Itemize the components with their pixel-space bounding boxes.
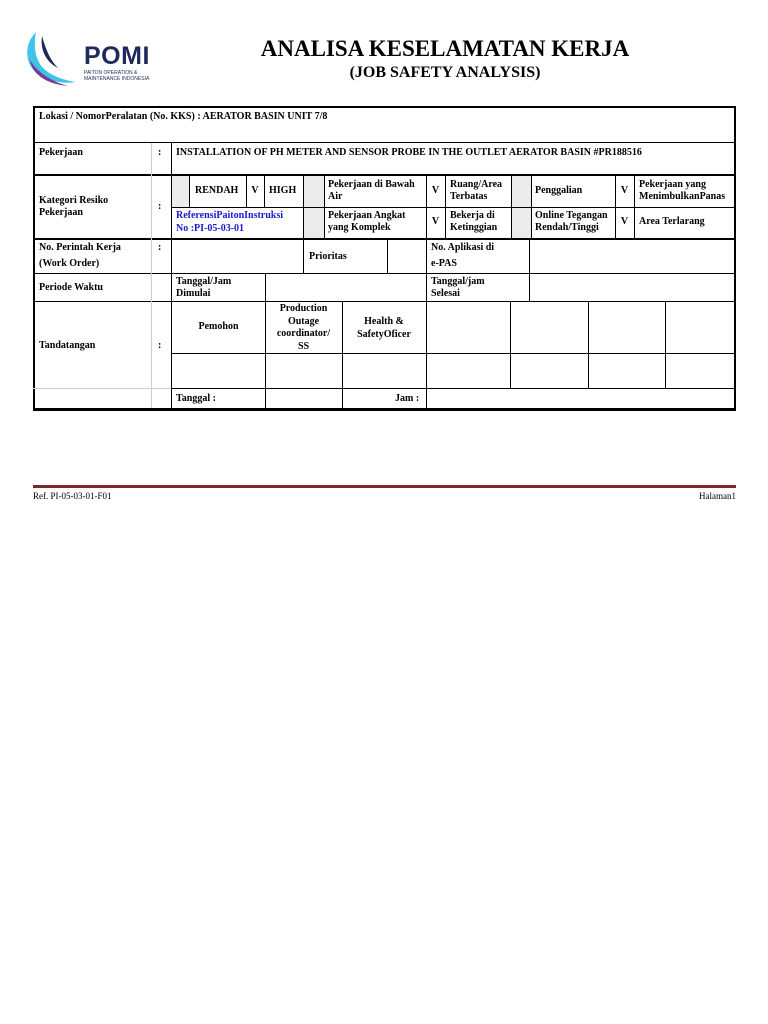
start-label-2: Dimulai (176, 288, 211, 299)
colon: : (158, 242, 162, 253)
hazard-mark: V (620, 216, 629, 227)
hazard-label: Pekerjaan Angkat yang Komplek (328, 210, 406, 233)
tanggal-label: Tanggal : (176, 393, 216, 404)
epas-label-1: No. Aplikasi di (431, 242, 495, 253)
colon: : (158, 201, 162, 212)
risk-low-label: RENDAH (195, 185, 239, 196)
jsa-form (33, 106, 736, 411)
referensi-line-2: No :PI-05-03-01 (176, 223, 245, 234)
hazard-checkbox-cell (511, 208, 531, 238)
hazard-label: Penggalian (535, 185, 583, 196)
hazard-label: Pekerjaan yang MenimbulkanPanas (639, 179, 726, 202)
hazard-mark: V (620, 185, 629, 196)
end-label-2: Selesai (431, 288, 460, 299)
risk-check-mark: V (251, 185, 259, 196)
end-label-1: Tanggal/jam (431, 276, 485, 287)
hazard-label: Bekerja di Ketinggian (450, 210, 498, 233)
lokasi-field: Lokasi / NomorPeralatan (No. KKS) : AERATOR BASIN UNIT 7/8 (39, 111, 328, 122)
document-subtitle: (JOB SAFETY ANALYSIS) (349, 64, 541, 81)
colon: : (158, 340, 162, 351)
epas-label-2: e-PAS (431, 258, 457, 269)
pekerjaan-value: INSTALLATION OF PH METER AND SENSOR PROBE IN THE OUTLET AERATOR BASIN #PR188516 (176, 147, 642, 158)
hazard-checkbox-cell (511, 176, 531, 208)
prioritas-label: Prioritas (309, 251, 347, 262)
hazard-checkbox-cell (303, 176, 324, 208)
document-title: ANALISA KESELAMATAN KERJA (260, 36, 630, 61)
hazard-label: Pekerjaan di Bawah Air (328, 179, 415, 202)
hazard-label: Area Terlarang (639, 216, 705, 227)
production-outage-label: Production Outage coordinator/ SS (276, 303, 331, 352)
hazard-mark: V (431, 185, 440, 196)
pekerjaan-label: Pekerjaan (39, 147, 83, 158)
hazard-checkbox-cell (303, 208, 324, 238)
risk-high-label: HIGH (269, 185, 297, 196)
logo-subtitle: PAITON OPERATION & MAINTENANCE INDONESIA (84, 70, 150, 82)
hazard-mark: V (431, 216, 440, 227)
footer-page-number: Halaman1 (699, 491, 736, 501)
hazard-label: Online Tegangan Rendah/Tinggi (535, 210, 608, 233)
hse-officer-label: Health & SafetyOficer (357, 316, 411, 340)
rendah-checkbox-cell (171, 176, 189, 208)
footer-reference: Ref. PI-05-03-01-F01 (33, 491, 112, 501)
hazard-label: Ruang/Area Terbatas (450, 179, 503, 202)
footer-rule (33, 485, 736, 488)
kategori-resiko-label: Kategori Resiko Pekerjaan (39, 195, 109, 218)
referensi-line-1: ReferensiPaitonInstruksi (176, 210, 284, 221)
pemohon-label: Pemohon (198, 321, 239, 332)
jam-label: Jam : (395, 393, 420, 404)
tandatangan-label: Tandatangan (39, 340, 96, 351)
logo-wordmark: POMI (84, 42, 150, 70)
periode-label: Periode Waktu (39, 282, 103, 293)
work-order-label-1: No. Perintah Kerja (39, 242, 121, 253)
start-label-1: Tanggal/Jam (176, 276, 232, 287)
colon: : (158, 147, 162, 158)
work-order-label-2: (Work Order) (39, 258, 100, 269)
